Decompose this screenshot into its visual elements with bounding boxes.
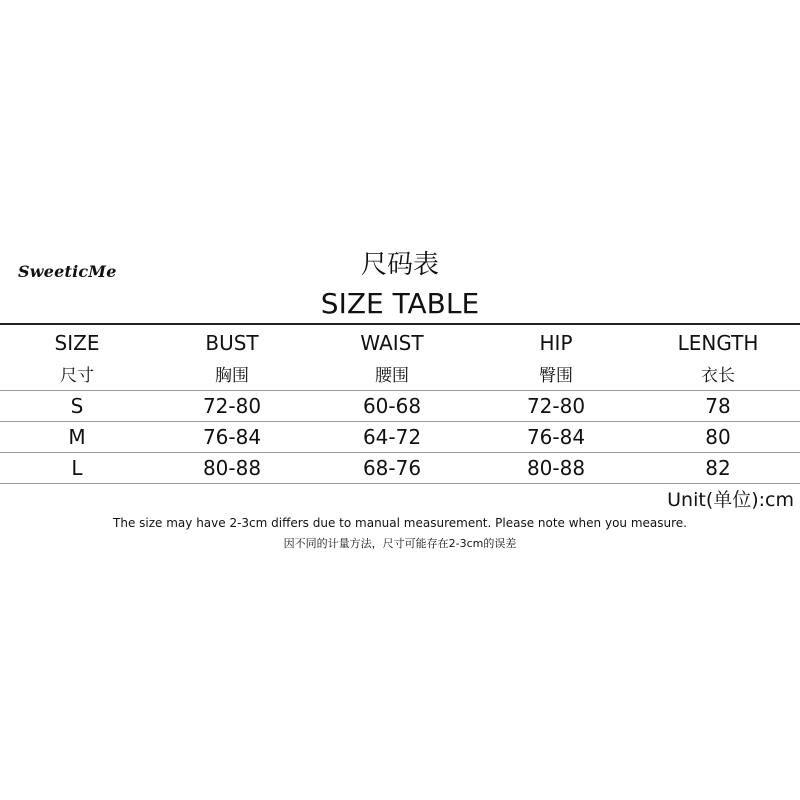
cell-bust: 76-84 (202, 425, 262, 449)
header-waist: WAIST (360, 331, 424, 355)
cell-size: M (68, 425, 86, 449)
header-size: SIZE (54, 331, 100, 355)
cell-waist: 64-72 (362, 425, 422, 449)
cell-length: 80 (705, 425, 731, 449)
cell-length: 82 (705, 456, 731, 480)
header-length: LENGTH (677, 331, 759, 355)
measurement-note-cn: 因不同的计量方法，尺寸可能存在2-3cm的误差 (283, 537, 517, 550)
page-title-cn: 尺码表 (360, 250, 439, 280)
cell-bust: 80-88 (202, 456, 262, 480)
cell-hip: 72-80 (526, 394, 586, 418)
header-hip-cn: 臀围 (539, 366, 573, 386)
row-divider (0, 390, 800, 391)
header-bust-cn: 胸围 (215, 366, 249, 386)
row-divider (0, 421, 800, 422)
cell-bust: 72-80 (202, 394, 262, 418)
cell-waist: 68-76 (362, 456, 422, 480)
cell-hip: 76-84 (526, 425, 586, 449)
header-length-cn: 衣长 (701, 366, 735, 386)
header-waist-cn: 腰围 (375, 366, 409, 386)
row-divider (0, 452, 800, 453)
measurement-note-en: The size may have 2-3cm differs due to manual measurement. Please note when you measure. (113, 516, 687, 530)
cell-size: L (71, 456, 83, 480)
cell-waist: 60-68 (362, 394, 422, 418)
row-divider (0, 483, 800, 484)
page-title-en: SIZE TABLE (320, 287, 480, 320)
cell-length: 78 (705, 394, 731, 418)
cell-hip: 80-88 (526, 456, 586, 480)
table-top-rule (0, 323, 800, 325)
header-size-cn: 尺寸 (60, 366, 94, 386)
header-bust: BUST (205, 331, 259, 355)
unit-label: Unit(单位):cm (667, 489, 794, 511)
brand-logo: SweeticMe (18, 262, 117, 281)
header-hip: HIP (539, 331, 573, 355)
cell-size: S (70, 394, 84, 418)
